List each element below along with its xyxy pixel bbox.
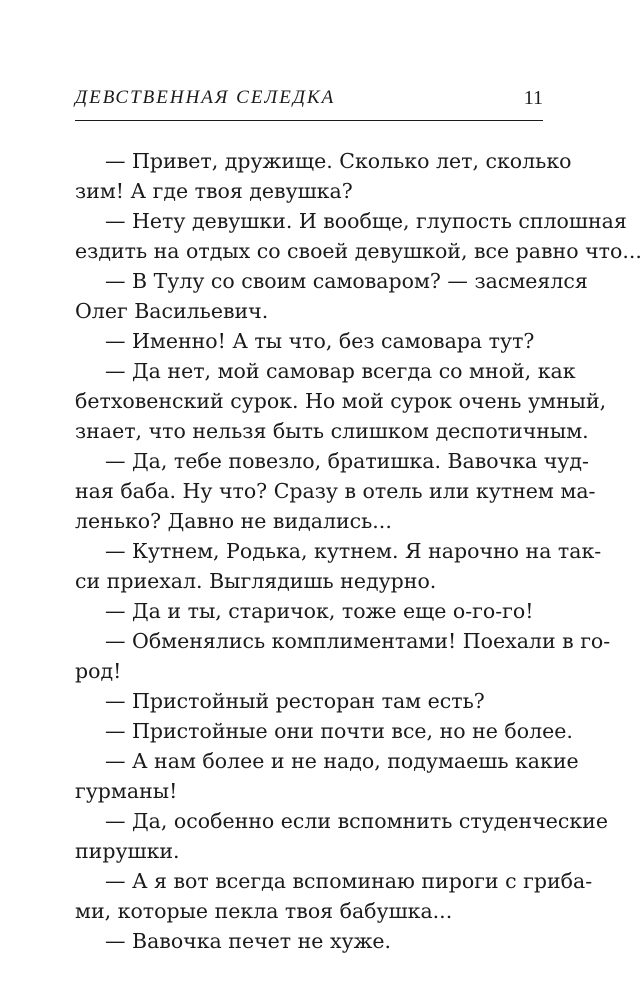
text-line: — В Тулу со своим самоваром? — засмеялся xyxy=(105,269,588,293)
text-line: — Пристойные они почти все, но не более. xyxy=(105,719,573,743)
text-line: знает, что нельзя быть слишком деспотичным. xyxy=(75,419,589,443)
text-line: Олег Васильевич. xyxy=(75,299,269,323)
text-line: — Вавочка печет не хуже. xyxy=(105,929,392,953)
text-line: ленько? Давно не видались... xyxy=(75,509,392,533)
text-line: зим! А где твоя девушка? xyxy=(75,179,353,203)
text-line: — Да нет, мой самовар всегда со мной, как xyxy=(105,359,576,383)
text-line: — Обменялись комплиментами! Поехали в го- xyxy=(105,629,611,653)
chapter-title: ДЕВСТВЕННАЯ СЕЛЕДКА xyxy=(75,87,336,108)
text-line: — Именно! А ты что, без самовара тут? xyxy=(105,329,535,353)
text-line: — Кутнем, Родька, кутнем. Я нарочно на так- xyxy=(105,539,602,563)
text-line: — Пристойный ресторан там есть? xyxy=(105,689,485,713)
text-line: — А я вот всегда вспоминаю пироги с гриба- xyxy=(105,869,593,893)
running-header xyxy=(75,84,543,118)
page-number: 11 xyxy=(523,87,543,109)
text-line: ная баба. Ну что? Сразу в отель или кутнем ма- xyxy=(75,479,596,503)
body-text xyxy=(75,146,642,956)
text-line: ездить на отдых со своей девушкой, все равно что... xyxy=(75,239,642,263)
text-line: — Да, тебе повезло, братишка. Вавочка чуд- xyxy=(105,449,589,473)
text-line: — Нету девушки. И вообще, глупость сплошная xyxy=(105,209,627,233)
text-line: род! xyxy=(75,659,122,683)
text-line: — Да и ты, старичок, тоже еще о-го-го! xyxy=(105,599,534,623)
text-line: — А нам более и не надо, подумаешь какие xyxy=(105,749,579,773)
text-line: ми, которые пекла твоя бабушка... xyxy=(75,899,453,923)
header-divider xyxy=(75,120,543,121)
text-line: бетховенский сурок. Но мой сурок очень умный, xyxy=(75,389,607,413)
text-line: — Да, особенно если вспомнить студенческие xyxy=(105,809,608,833)
text-line: пирушки. xyxy=(75,839,180,863)
text-line: гурманы! xyxy=(75,779,178,803)
text-line: си приехал. Выглядишь недурно. xyxy=(75,569,437,593)
text-line: — Привет, дружище. Сколько лет, сколько xyxy=(105,149,572,173)
